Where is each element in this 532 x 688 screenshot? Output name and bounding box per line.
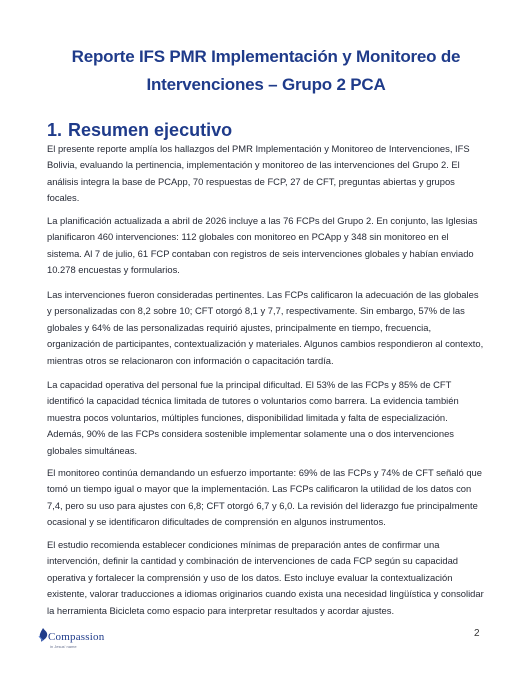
paragraph-planning: La planificación actualizada a abril de 2026 incluye a las 76 FCPs del Grupo 2. En conjunto, las Iglesias planificaron 460 intervenciones: 112 globales con monitoreo en PCApp y 348 sin monitoreo en el sistema. Al 7 de julio, 61 FCP contaban con registros de seis intervenciones globales y habían enviado 10.278 encuestas y formularios. (47, 215, 478, 276)
paragraph-recommendations: El estudio recomienda establecer condiciones mínimas de preparación antes de confirmar una intervención, definir la cantidad y combinación de intervenciones de cada FCP según su capacidad operativa y fortalecer la comprensión y uso de los datos. Esto incluye evaluar la contextualización existente, valorar traducciones a idiomas originarios cuando exista una necesidad lingüística y consolidar la herramienta Bicicleta como espacio para interpretar resultados y acordar ajustes. (47, 539, 484, 616)
report-title-line-2: Intervenciones – Grupo 2 PCA (146, 75, 386, 94)
report-title (40, 43, 492, 99)
paragraph-relevance: Las intervenciones fueron consideradas pertinentes. Las FCPs calificaron la adecuación de las globales y personalizadas con 8,2 sobre 10; CFT otorgó 8,1 y 7,7, respectivamente. Sin embargo, 57% de las globales y 64% de las personalizadas requirió ajustes, principalmente en tiempo, frecuencia, organización de participantes, contextualización y materiales. Algunos cambios respondieron al contexto, mientras otros se relacionaron con información o capacitación tardía. (47, 289, 484, 366)
section-number: 1. (47, 120, 63, 140)
report-title-line-1: Reporte IFS PMR Implementación y Monitoreo de (71, 47, 461, 66)
logo-tagline: in Jesus' name (50, 644, 77, 649)
logo-wordmark: Compassion (48, 631, 105, 643)
compassion-logo (36, 623, 106, 653)
page-number: 2 (474, 628, 480, 639)
paragraph-capacity: La capacidad operativa del personal fue la principal dificultad. El 53% de las FCPs y 85% de CFT identificó la capacidad técnica limitada de tutores o voluntarios como barrera. La evidencia también muestra pocos voluntarios, múltiples funciones, disponibilidad limitada y falta de especialización. Además, 90% de las FCPs considera sostenible implementar solamente una o dos intervenciones globales simultáneas. (47, 379, 459, 456)
section-heading-text: Resumen ejecutivo (68, 120, 233, 140)
paragraph-intro: El presente reporte amplía los hallazgos del PMR Implementación y Monitoreo de Intervenciones, IFS Bolivia, evaluando la pertinencia, implementación y monitoreo de las intervenciones del Grupo 2. El análisis integra la base de PCApp, 70 respuestas de FCP, 27 de CFT, preguntas abiertas y grupos focales. (47, 143, 470, 204)
section-heading (47, 119, 232, 141)
paragraph-monitoring: El monitoreo continúa demandando un esfuerzo importante: 69% de las FCPs y 74% de CFT señaló que tomó un tiempo igual o mayor que la implementación. Las FCPs calificaron la utilidad de los datos con 7,4, pero su uso para ajustes con 6,8; CFT otorgó 6,7 y 6,0. La revisión del liderazgo fue principalmente ocasional y se identificaron dificultades de comprensión en algunos instrumentos. (47, 467, 482, 528)
